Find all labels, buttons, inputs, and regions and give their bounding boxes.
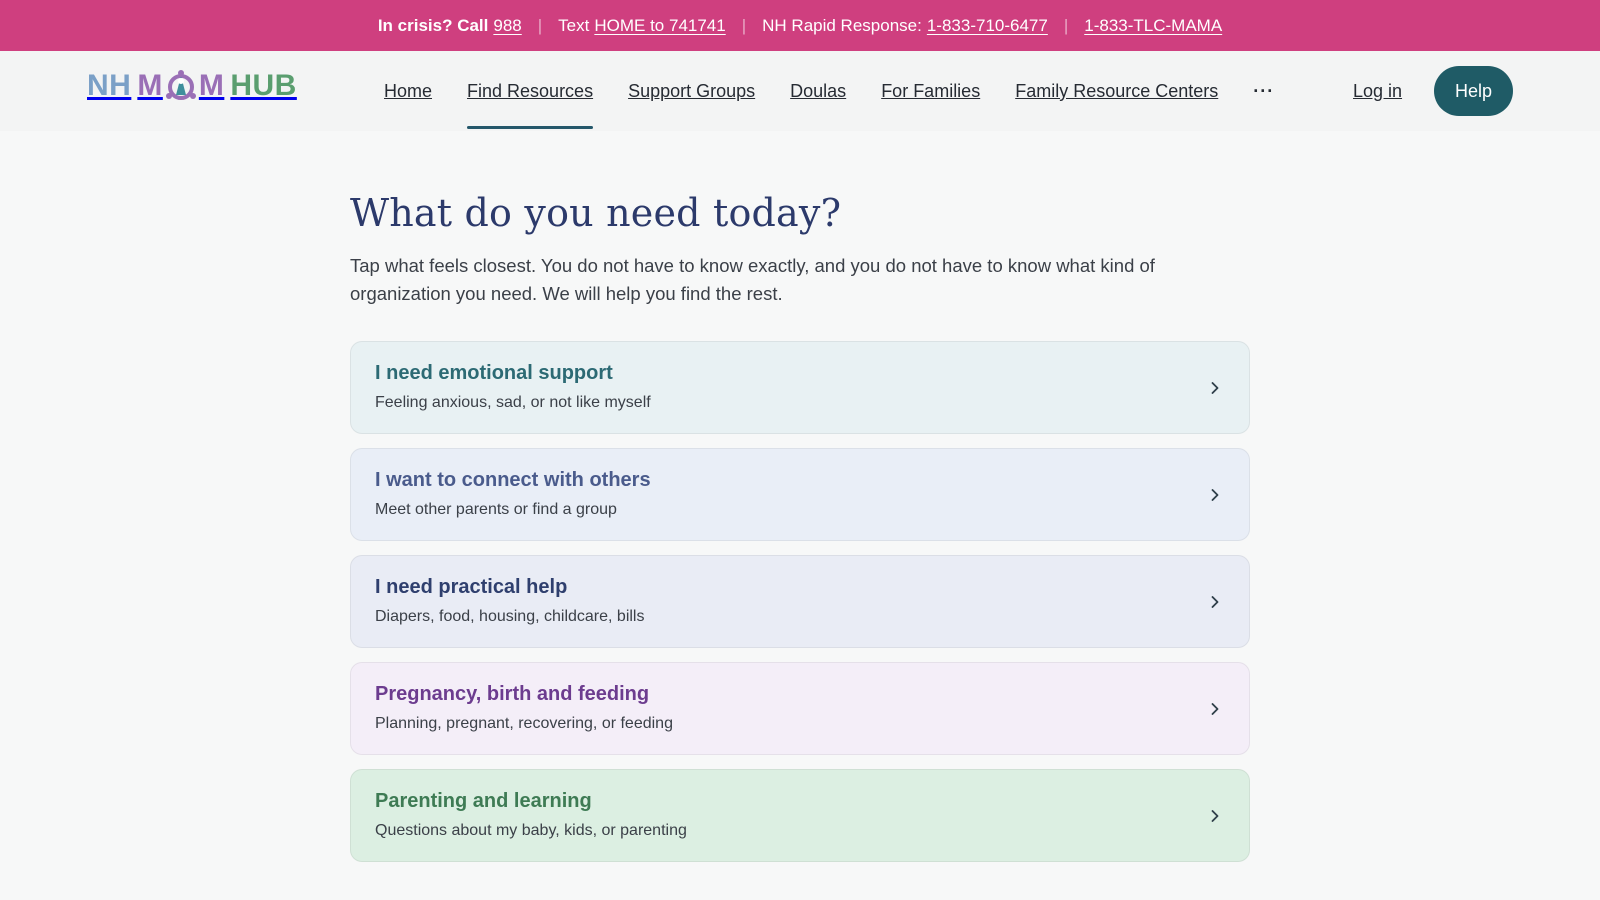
tlc-mama-link[interactable]: 1-833-TLC-MAMA bbox=[1084, 15, 1223, 35]
card-parenting-learning[interactable] bbox=[350, 769, 1250, 862]
divider: | bbox=[537, 15, 543, 35]
card-title: I want to connect with others bbox=[375, 469, 651, 491]
card-emotional-support[interactable] bbox=[350, 341, 1250, 434]
call-988-link[interactable]: 988 bbox=[493, 15, 522, 35]
more-menu-icon[interactable]: ··· bbox=[1253, 80, 1275, 101]
intro-text: Tap what feels closest. You do not have to know exactly, and you do not have to know what kind of organization you need. We will help you find the rest. bbox=[350, 255, 1155, 304]
card-title: Pregnancy, birth and feeding bbox=[375, 683, 650, 705]
card-subtitle: Questions about my baby, kids, or parenting bbox=[375, 822, 687, 839]
card-subtitle: Feeling anxious, sad, or not like myself bbox=[375, 394, 651, 411]
logo-m2: M bbox=[198, 69, 225, 102]
mom-logo-icon bbox=[164, 69, 198, 103]
logo-m1: M bbox=[137, 69, 163, 102]
card-title: I need emotional support bbox=[375, 362, 613, 384]
card-title: I need practical help bbox=[375, 576, 568, 598]
main-content bbox=[350, 191, 1250, 862]
text-home-link[interactable]: HOME to 741741 bbox=[594, 15, 726, 35]
main-nav bbox=[384, 51, 1274, 131]
card-title: Parenting and learning bbox=[375, 790, 592, 812]
chevron-right-icon bbox=[1209, 703, 1221, 715]
page-title: What do you need today? bbox=[350, 191, 842, 235]
chevron-right-icon bbox=[1209, 596, 1221, 608]
chevron-right-icon bbox=[1209, 382, 1221, 394]
card-subtitle: Diapers, food, housing, childcare, bills bbox=[375, 608, 645, 625]
crisis-banner bbox=[0, 0, 1600, 51]
site-header bbox=[0, 51, 1600, 131]
card-subtitle: Meet other parents or find a group bbox=[375, 501, 617, 518]
crisis-text-segment bbox=[558, 16, 726, 36]
logo-hub: HUB bbox=[230, 69, 297, 102]
nav-home[interactable]: Home bbox=[384, 80, 433, 101]
card-pregnancy-birth-feeding[interactable] bbox=[350, 662, 1250, 755]
divider: | bbox=[741, 15, 747, 35]
logo-nh: NH bbox=[87, 69, 132, 102]
nav-for-families[interactable]: For Families bbox=[881, 80, 981, 101]
rapid-response-link[interactable]: 1-833-710-6477 bbox=[926, 15, 1048, 35]
rapid-response-prefix: NH Rapid Response: bbox=[762, 15, 922, 35]
chevron-right-icon bbox=[1209, 489, 1221, 501]
help-button[interactable]: Help bbox=[1434, 66, 1513, 116]
site-logo[interactable] bbox=[87, 69, 297, 103]
crisis-lead-text: In crisis? Call bbox=[377, 15, 489, 35]
card-practical-help[interactable] bbox=[350, 555, 1250, 648]
nav-doulas[interactable]: Doulas bbox=[790, 80, 847, 101]
nav-family-resource-centers[interactable]: Family Resource Centers bbox=[1015, 80, 1219, 101]
chevron-right-icon bbox=[1209, 810, 1221, 822]
logo-mom bbox=[137, 69, 224, 103]
nav-support-groups[interactable]: Support Groups bbox=[628, 80, 756, 101]
nav-find-resources[interactable]: Find Resources bbox=[467, 51, 593, 131]
need-card-list bbox=[350, 341, 1250, 862]
text-prefix: Text bbox=[558, 15, 590, 35]
login-link[interactable]: Log in bbox=[1353, 80, 1403, 101]
divider: | bbox=[1063, 15, 1069, 35]
rapid-response-segment bbox=[762, 16, 1048, 36]
card-connect-with-others[interactable] bbox=[350, 448, 1250, 541]
crisis-call-segment bbox=[378, 16, 522, 36]
card-subtitle: Planning, pregnant, recovering, or feeding bbox=[375, 715, 673, 732]
